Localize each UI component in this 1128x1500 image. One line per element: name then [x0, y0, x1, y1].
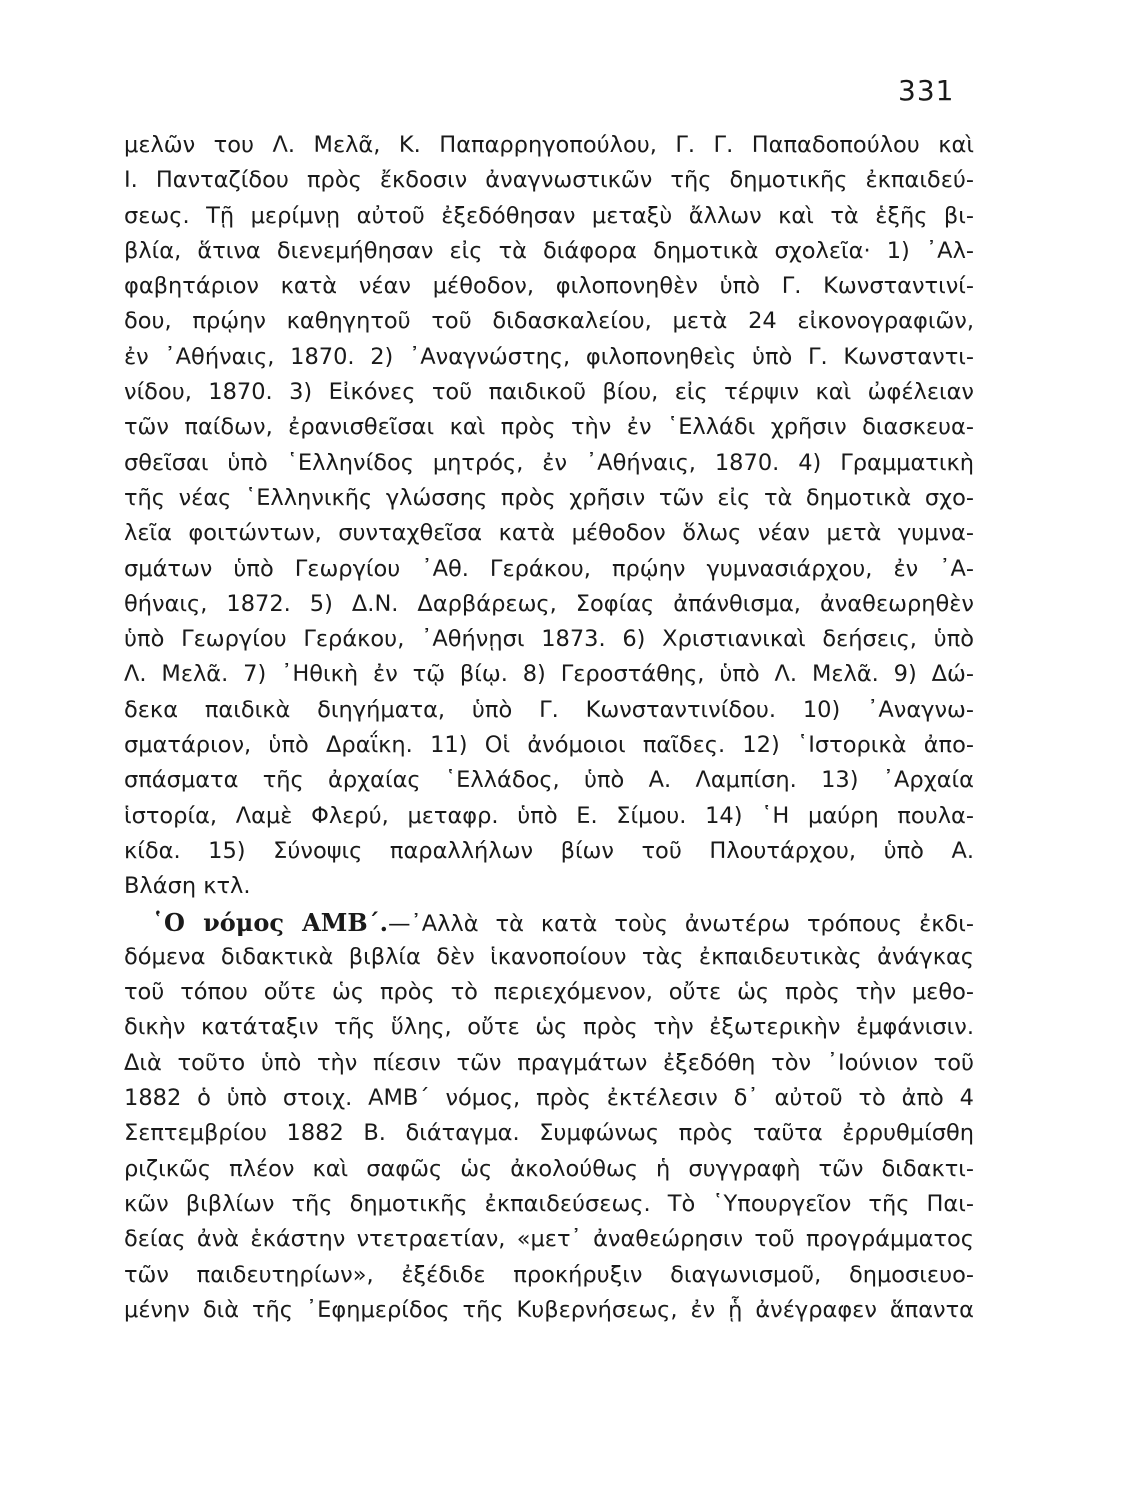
text-line: Σεπτεμβρίου 1882 Β. διάταγμα. Συμφώνως πρὸς ταῦτα ἐρρυθμίσθη [124, 1120, 974, 1147]
text-line: δόμενα διδακτικὰ βιβλία δὲν ἱκανοποίουν τὰς ἐκπαιδευτικὰς ἀνάγκας [124, 943, 974, 970]
text-line: σμάτων ὑπὸ Γεωργίου ᾿Αθ. Γεράκου, πρῴην γυμνασιάρχου, ἐν ᾿Α- [124, 555, 974, 582]
text-line: ἱστορία, Λαμὲ Φλερύ, μεταφρ. ὑπὸ Ε. Σίμου. 14) ῾Η μαύρη πουλα- [124, 802, 974, 829]
text-line: σεως. Τῇ μερίμνῃ αὐτοῦ ἐξεδόθησαν μεταξὺ ἄλλων καὶ τὰ ἑξῆς βι- [124, 202, 974, 229]
text-line: 1882 ὁ ὑπὸ στοιχ. ΑΜΒ΄ νόμος, πρὸς ἐκτέλεσιν δ᾿ αὐτοῦ τὸ ἀπὸ 4 [124, 1085, 974, 1112]
section-heading: ῾Ο νόμος ΑΜΒ΄. [152, 907, 388, 937]
text-line: ριζικῶς πλέον καὶ σαφῶς ὡς ἀκολούθως ἡ συγγραφὴ τῶν διδακτι- [124, 1155, 974, 1182]
text-line: δεκα παιδικὰ διηγήματα, ὑπὸ Γ. Κωνσταντινίδου. 10) ᾿Αναγνω- [124, 696, 974, 723]
text-line: σπάσματα τῆς ἀρχαίας ῾Ελλάδος, ὑπὸ Α. Λαμπίση. 13) ᾿Αρχαία [124, 767, 974, 794]
text-line: βλία, ἅτινα διενεμήθησαν εἰς τὰ διάφορα δημοτικὰ σχολεῖα· 1) ᾿Αλ- [124, 237, 974, 264]
text-line: ἐν ᾿Αθήναις, 1870. 2) ᾿Αναγνώστης, φιλοπονηθεὶς ὑπὸ Γ. Κωνσταντι- [124, 343, 974, 370]
text-line: Λ. Μελᾶ. 7) ᾿Ηθικὴ ἐν τῷ βίῳ. 8) Γεροστάθης, ὑπὸ Λ. Μελᾶ. 9) Δώ- [124, 661, 974, 688]
text-line: τῆς νέας ῾Ελληνικῆς γλώσσης πρὸς χρῆσιν τῶν εἰς τὰ δημοτικὰ σχο- [124, 484, 974, 511]
text-line: σθεῖσαι ὑπὸ ῾Ελληνίδος μητρός, ἐν ᾿Αθήναις, 1870. 4) Γραμματικὴ [124, 449, 974, 476]
text-line: λεῖα φοιτώντων, συνταχθεῖσα κατὰ μέθοδον ὅλως νέαν μετὰ γυμνα- [124, 520, 974, 547]
text-line: σματάριον, ὑπὸ Δραΐκη. 11) Οἱ ἀνόμοιοι παῖδες. 12) ῾Ιστορικὰ ἀπο- [124, 732, 974, 759]
text-line: μελῶν του Λ. Μελᾶ, Κ. Παπαρρηγοπούλου, Γ. Γ. Παπαδοπούλου καὶ [124, 132, 974, 158]
text-line-rest: —᾿Αλλὰ τὰ κατὰ τοὺς ἀνωτέρω τρόπους ἐκδι- [387, 910, 974, 937]
text-line: μένην διὰ τῆς ᾿Εφημερίδος τῆς Κυβερνήσεως, ἐν ᾗ ἀνέγραφεν ἅπαντα [124, 1296, 974, 1323]
body-text [124, 128, 974, 1328]
text-line: κίδα. 15) Σύνοψις παραλλήλων βίων τοῦ Πλουτάρχου, ὑπὸ Α. [124, 837, 974, 864]
text-line: ὑπὸ Γεωργίου Γεράκου, ᾿Αθήνῃσι 1873. 6) Χριστιανικαὶ δεήσεις, ὑπὸ [124, 626, 974, 653]
page-number: 331 [898, 74, 955, 107]
text-line: δου, πρῴην καθηγητοῦ τοῦ διδασκαλείου, μετὰ 24 εἰκονογραφιῶν, [124, 308, 974, 335]
text-line: νίδου, 1870. 3) Εἰκόνες τοῦ παιδικοῦ βίου, εἰς τέρψιν καὶ ὠφέλειαν [124, 379, 974, 406]
section-first-line [124, 905, 974, 940]
text-line: κῶν βιβλίων τῆς δημοτικῆς ἐκπαιδεύσεως. Τὸ ῾Υπουργεῖον τῆς Παι- [124, 1190, 974, 1217]
text-line: τῶν παίδων, ἐρανισθεῖσαι καὶ πρὸς τὴν ἐν ῾Ελλάδι χρῆσιν διασκευα- [124, 414, 974, 441]
text-line: φαβητάριον κατὰ νέαν μέθοδον, φιλοπονηθὲν ὑπὸ Γ. Κωνσταντινί- [124, 273, 974, 300]
text-line: Ι. Πανταζίδου πρὸς ἔκδοσιν ἀναγνωστικῶν τῆς δημοτικῆς ἐκπαιδεύ- [124, 167, 974, 194]
text-line: Διὰ τοῦτο ὑπὸ τὴν πίεσιν τῶν πραγμάτων ἐξεδόθη τὸν ᾿Ιούνιον τοῦ [124, 1049, 974, 1076]
text-line: τῶν παιδευτηρίων», ἐξέδιδε προκήρυξιν διαγωνισμοῦ, δημοσιευο- [124, 1261, 974, 1288]
text-line: Βλάση κτλ. [124, 873, 251, 900]
text-line: δικὴν κατάταξιν τῆς ὕλης, οὔτε ὡς πρὸς τὴν ἐξωτερικὴν ἐμφάνισιν. [124, 1014, 974, 1041]
text-line: δείας ἀνὰ ἑκάστην ντετραετίαν, «μετ᾿ ἀναθεώρησιν τοῦ προγράμματος [124, 1226, 974, 1253]
text-line: τοῦ τόπου οὔτε ὡς πρὸς τὸ περιεχόμενον, οὔτε ὡς πρὸς τὴν μεθο- [124, 979, 974, 1006]
text-line: θήναις, 1872. 5) Δ.Ν. Δαρβάρεως, Σοφίας ἀπάνθισμα, ἀναθεωρηθὲν [124, 590, 974, 617]
